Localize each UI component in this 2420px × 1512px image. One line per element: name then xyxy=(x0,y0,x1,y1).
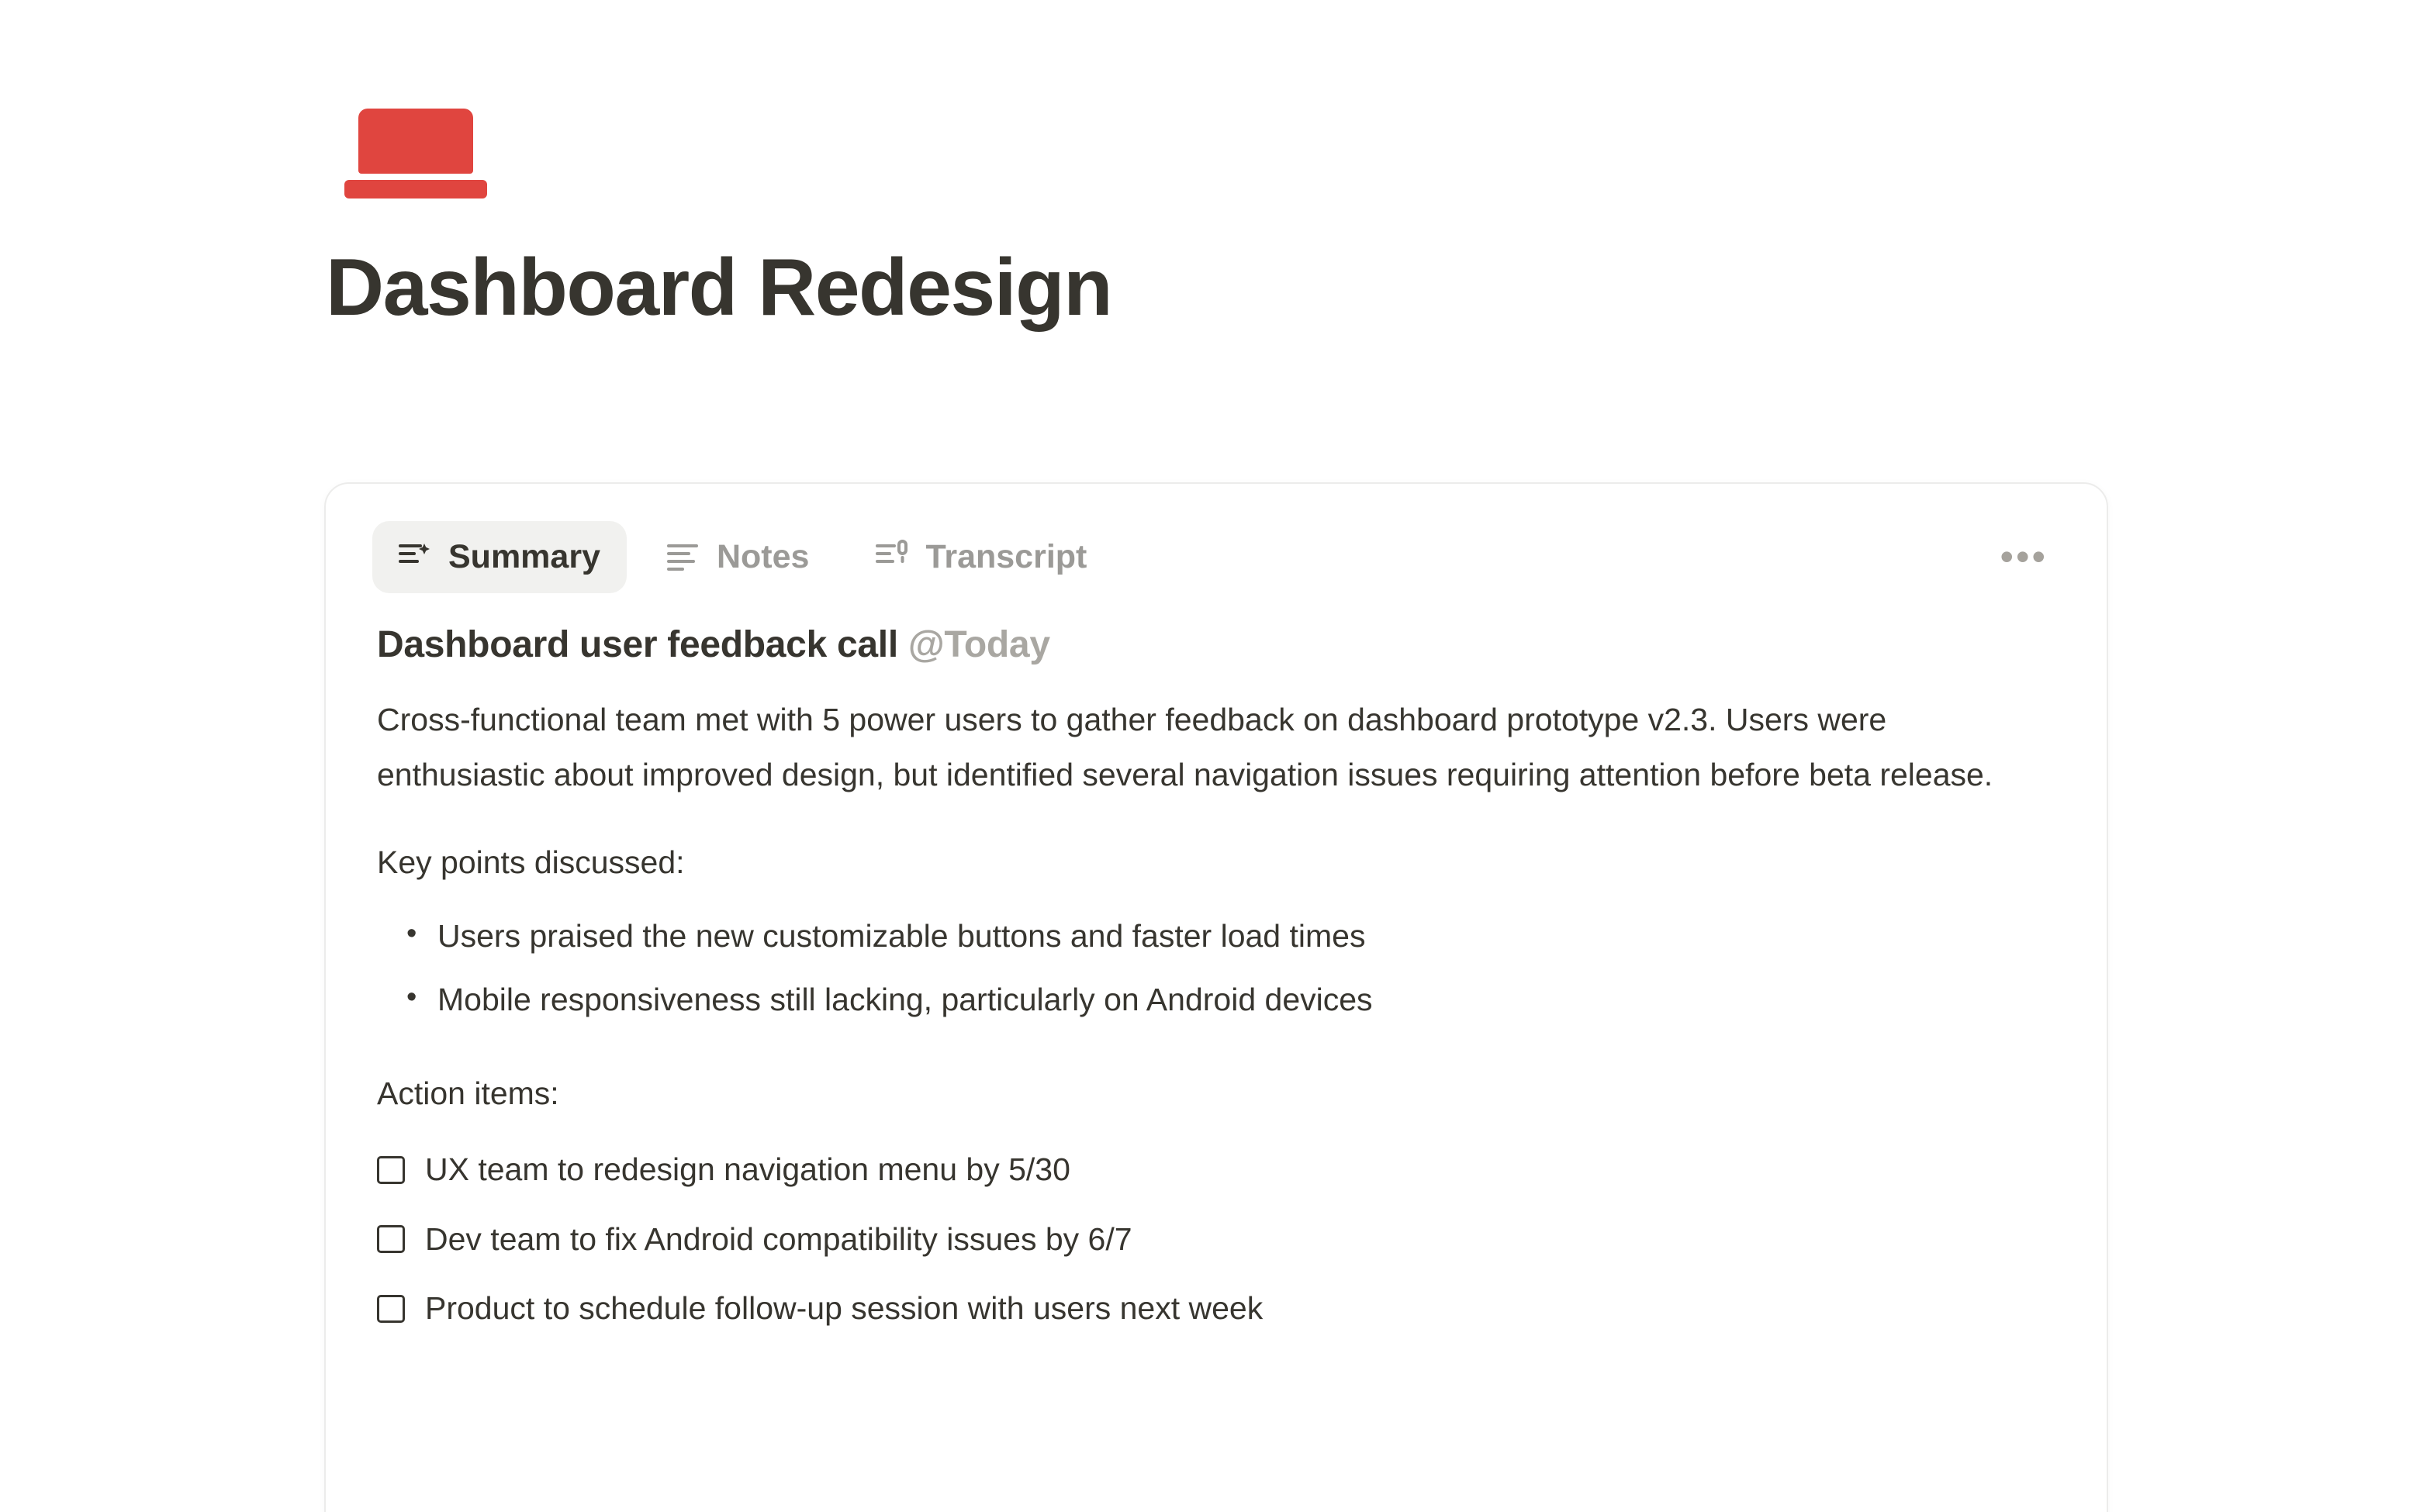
laptop-icon xyxy=(326,109,470,200)
action-item-checkbox[interactable] xyxy=(377,1295,405,1323)
notes-lines-icon xyxy=(667,540,701,575)
list-item: • Users praised the new customizable buttons and faster load times xyxy=(406,904,2055,968)
key-points-list xyxy=(377,904,2055,1032)
summary-heading-text: Dashboard user feedback call xyxy=(377,624,898,665)
action-item-label: UX team to redesign navigation menu by 5/30 xyxy=(425,1151,1070,1188)
action-item-label: Product to schedule follow-up session with users next week xyxy=(425,1290,1264,1327)
list-item xyxy=(377,1205,2055,1275)
list-item xyxy=(377,1274,2055,1344)
summary-lines-sparkle-icon xyxy=(399,540,433,575)
summary-paragraph: Cross-functional team met with 5 power users to gather feedback on dashboard prototype v2.3. Users were enthusiastic about improved design, but identified several navigation issues requiring attention before beta release. xyxy=(377,702,1993,792)
action-item-checkbox[interactable] xyxy=(377,1225,405,1253)
tab-bar xyxy=(372,516,2060,597)
action-items-list xyxy=(377,1135,2055,1344)
tab-notes-label: Notes xyxy=(716,537,810,575)
tab-notes[interactable] xyxy=(641,521,835,593)
key-points-label: Key points discussed: xyxy=(377,844,685,881)
page-header xyxy=(0,0,2420,332)
action-item-label: Dev team to fix Android compatibility issues by 6/7 xyxy=(425,1220,1132,1257)
list-item: • Mobile responsiveness still lacking, particularly on Android devices xyxy=(406,968,2055,1031)
more-options-icon[interactable]: ••• xyxy=(2000,535,2048,578)
list-item xyxy=(377,1135,2055,1205)
summary-content xyxy=(372,597,2060,1344)
transcript-mic-icon xyxy=(876,540,910,575)
tab-summary-label: Summary xyxy=(448,537,600,575)
tab-transcript[interactable] xyxy=(849,521,1113,593)
summary-heading-mention[interactable]: @Today xyxy=(908,624,1050,665)
tab-summary[interactable] xyxy=(372,521,627,593)
action-item-checkbox[interactable] xyxy=(377,1156,405,1184)
laptop-icon-lid xyxy=(358,109,473,174)
tab-transcript-label: Transcript xyxy=(925,537,1087,575)
meeting-notes-card xyxy=(324,482,2108,1512)
laptop-icon-base xyxy=(344,180,487,198)
page-title: Dashboard Redesign xyxy=(326,243,1112,333)
action-items-label: Action items: xyxy=(377,1075,559,1112)
summary-heading xyxy=(377,623,2055,666)
